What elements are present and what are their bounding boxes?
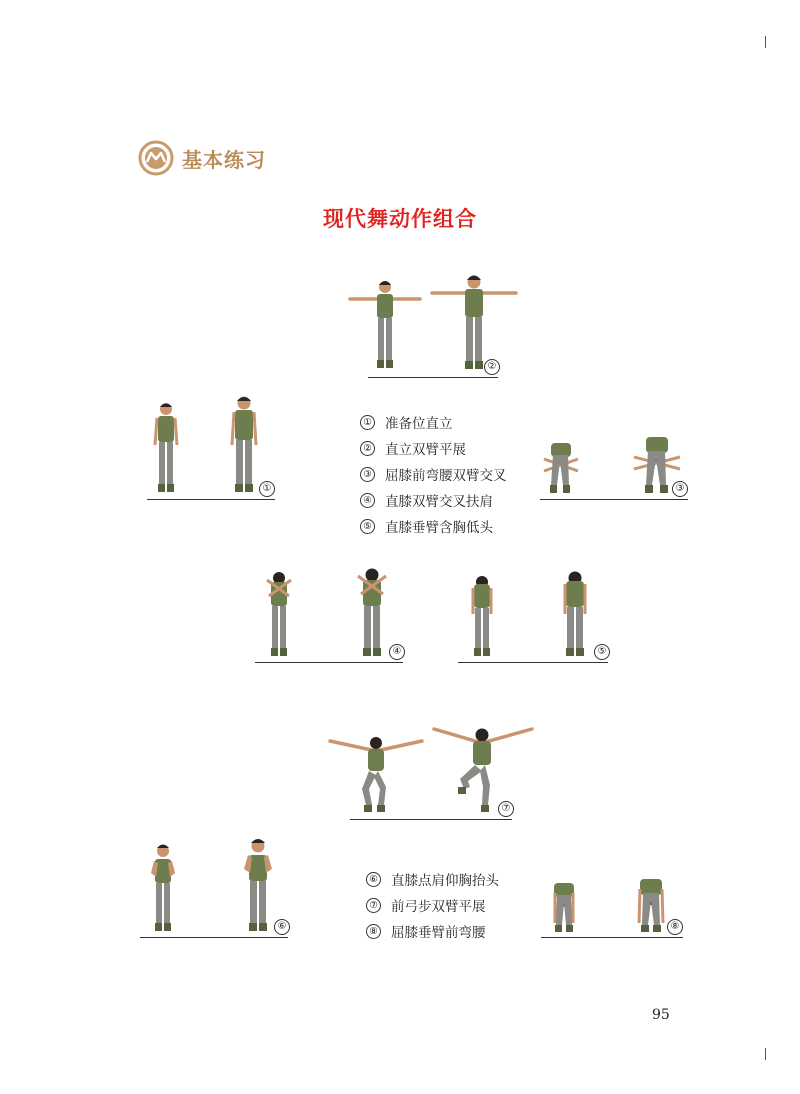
frame-1-baseline (147, 499, 275, 501)
legend-text: 前弓步双臂平展 (391, 899, 486, 915)
legend-text: 直膝点肩仰胸抬头 (391, 873, 499, 889)
figure-cross-shoulders-female (263, 566, 295, 660)
legend-text: 屈膝前弯腰双臂交叉 (385, 468, 507, 484)
legend-item (360, 487, 507, 513)
legend-group-a (360, 409, 507, 539)
legend-text: 准备位直立 (385, 416, 453, 432)
section-title: 基本练习 (182, 147, 266, 172)
frame-7 (350, 716, 512, 820)
legend-text: 直立双臂平展 (385, 442, 466, 458)
frame-5-baseline (458, 662, 608, 664)
frame-6-baseline (140, 937, 288, 939)
figure-bend-cross-female (540, 437, 582, 497)
frame-1 (147, 390, 275, 500)
legend-item (360, 409, 507, 435)
frame-4-number: ④ (389, 644, 405, 660)
legend-number: ⑥ (366, 872, 381, 887)
frame-5 (458, 563, 608, 663)
legend-item (360, 461, 507, 487)
figure-chest-up-male (240, 835, 276, 935)
figure-bend-hang-male (633, 875, 669, 935)
legend-text: 直膝双臂交叉扶肩 (385, 494, 493, 510)
legend-item (366, 892, 499, 918)
legend-group-b (366, 866, 499, 944)
frame-8-baseline (541, 937, 683, 939)
figure-t-arms-female (340, 275, 430, 375)
legend-text: 屈膝垂臂前弯腰 (391, 925, 486, 941)
figure-t-arms-male (428, 271, 520, 375)
frame-6 (140, 836, 288, 938)
crop-mark-bottom (765, 1048, 766, 1060)
frame-3-baseline (540, 499, 688, 501)
frame-4 (255, 563, 403, 663)
frame-5-number: ⑤ (594, 644, 610, 660)
legend-item (360, 435, 507, 461)
frame-2-number: ② (484, 359, 500, 375)
page-number: 95 (652, 1007, 670, 1023)
frame-6-number: ⑥ (274, 919, 290, 935)
legend-number: ① (360, 415, 375, 430)
section-logo-icon (138, 140, 174, 176)
frame-2 (368, 272, 498, 378)
figure-cross-shoulders-male (355, 564, 389, 660)
legend-item (366, 918, 499, 944)
legend-number: ③ (360, 467, 375, 482)
figure-stand-male (227, 393, 261, 497)
figure-lunge-male (430, 717, 536, 817)
frame-8 (541, 872, 683, 938)
legend-number: ⑦ (366, 898, 381, 913)
legend-number: ⑤ (360, 519, 375, 534)
frame-4-baseline (255, 662, 403, 664)
frame-3 (540, 430, 688, 500)
frame-3-number: ③ (672, 481, 688, 497)
legend-item (360, 513, 507, 539)
figure-head-down-male (558, 564, 592, 660)
frame-2-baseline (368, 377, 498, 379)
figure-stand-female (150, 399, 182, 497)
legend-number: ⑧ (366, 924, 381, 939)
legend-item (366, 866, 499, 892)
frame-7-number: ⑦ (498, 801, 514, 817)
figure-lunge-female (326, 721, 426, 817)
frame-8-number: ⑧ (667, 919, 683, 935)
legend-text: 直膝垂臂含胸低头 (385, 520, 493, 536)
crop-mark-top (765, 36, 766, 48)
frame-7-baseline (350, 819, 512, 821)
legend-number: ② (360, 441, 375, 456)
figure-head-down-female (466, 566, 498, 660)
figure-bend-hang-female (547, 879, 581, 935)
legend-number: ④ (360, 493, 375, 508)
frame-1-number: ① (259, 481, 275, 497)
section-header (138, 140, 266, 176)
page-title: 现代舞动作组合 (323, 206, 477, 231)
figure-chest-up-female (146, 839, 180, 935)
